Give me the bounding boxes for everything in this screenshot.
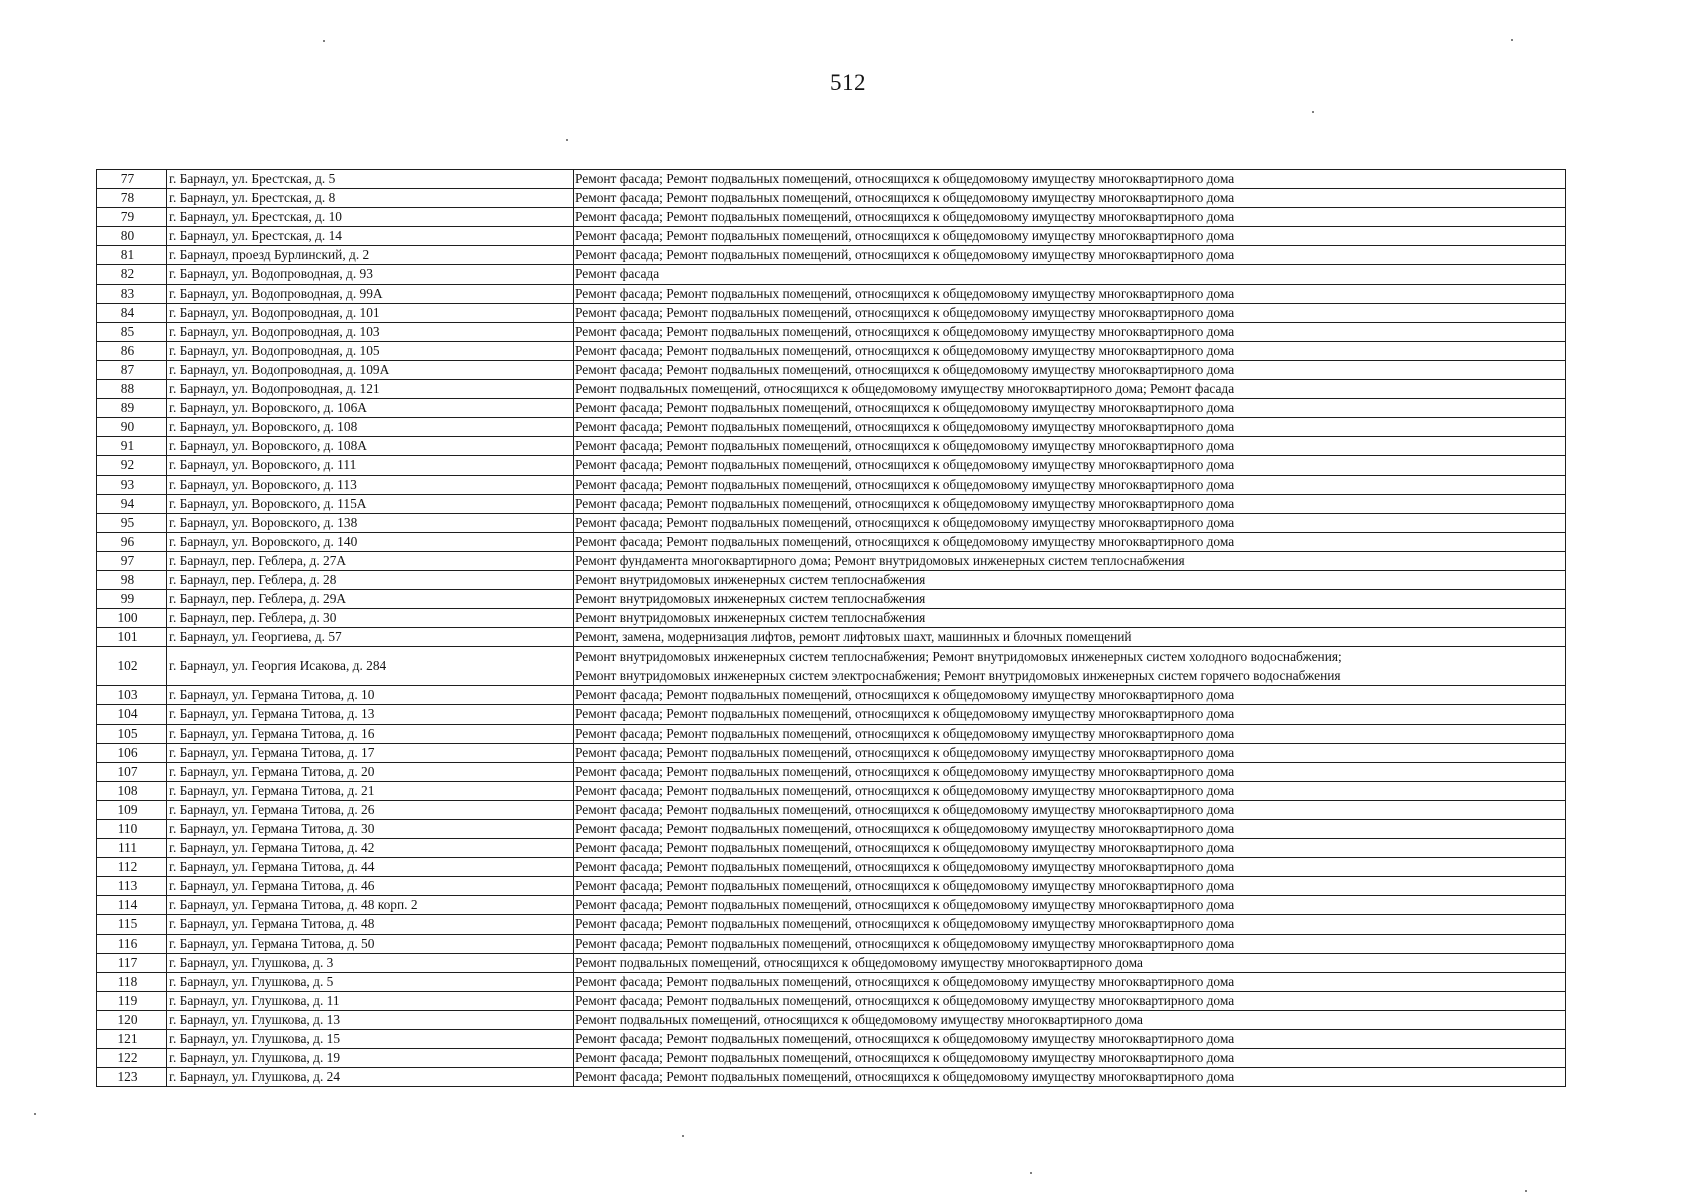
works-cell xyxy=(574,877,1566,896)
table-row xyxy=(97,705,1566,724)
works-line: Ремонт фасада; Ремонт подвальных помещений, относящихся к общедомовому имуществу многоквартирного дома xyxy=(575,992,1235,1008)
table-row xyxy=(97,743,1566,762)
address-cell: г. Барнаул, ул. Воровского, д. 111 xyxy=(167,456,574,475)
address-cell: г. Барнаул, пер. Геблера, д. 28 xyxy=(167,570,574,589)
row-number-cell: 122 xyxy=(97,1049,167,1068)
works-cell xyxy=(574,246,1566,265)
table-row xyxy=(97,1030,1566,1049)
row-number-cell: 118 xyxy=(97,972,167,991)
table-row xyxy=(97,360,1566,379)
row-number-cell: 116 xyxy=(97,934,167,953)
address-cell: г. Барнаул, ул. Воровского, д. 138 xyxy=(167,513,574,532)
works-cell xyxy=(574,628,1566,647)
table-row xyxy=(97,170,1566,189)
works-line: Ремонт фасада; Ремонт подвальных помещений, относящихся к общедомовому имуществу многоквартирного дома xyxy=(575,782,1235,798)
table-row xyxy=(97,341,1566,360)
works-line: Ремонт фасада; Ремонт подвальных помещений, относящихся к общедомовому имуществу многоквартирного дома xyxy=(575,171,1235,187)
works-cell xyxy=(574,609,1566,628)
works-cell xyxy=(574,953,1566,972)
row-number-cell: 114 xyxy=(97,896,167,915)
works-line: Ремонт внутридомовых инженерных систем теплоснабжения xyxy=(575,591,926,607)
table-row xyxy=(97,972,1566,991)
works-line: Ремонт внутридомовых инженерных систем теплоснабжения xyxy=(575,610,926,626)
address-cell: г. Барнаул, ул. Брестская, д. 8 xyxy=(167,189,574,208)
works-cell xyxy=(574,399,1566,418)
works-cell xyxy=(574,915,1566,934)
row-number-cell: 83 xyxy=(97,284,167,303)
works-line: Ремонт фундамента многоквартирного дома; Ремонт внутридомовых инженерных систем теплоснабжения xyxy=(575,552,1185,568)
address-cell: г. Барнаул, ул. Воровского, д. 115А xyxy=(167,494,574,513)
table-row xyxy=(97,1068,1566,1087)
table-row xyxy=(97,647,1566,686)
address-cell: г. Барнаул, ул. Водопроводная, д. 99А xyxy=(167,284,574,303)
address-cell: г. Барнаул, ул. Воровского, д. 106А xyxy=(167,399,574,418)
works-cell xyxy=(574,551,1566,570)
address-cell: г. Барнаул, ул. Глушкова, д. 3 xyxy=(167,953,574,972)
row-number-cell: 78 xyxy=(97,189,167,208)
address-cell: г. Барнаул, ул. Георгия Исакова, д. 284 xyxy=(167,647,574,686)
works-cell xyxy=(574,1068,1566,1087)
row-number-cell: 100 xyxy=(97,609,167,628)
works-cell xyxy=(574,858,1566,877)
table-row xyxy=(97,437,1566,456)
address-cell: г. Барнаул, ул. Германа Титова, д. 46 xyxy=(167,877,574,896)
address-cell: г. Барнаул, ул. Водопроводная, д. 109А xyxy=(167,360,574,379)
table-row xyxy=(97,513,1566,532)
address-cell: г. Барнаул, ул. Германа Титова, д. 26 xyxy=(167,800,574,819)
address-cell: г. Барнаул, ул. Георгиева, д. 57 xyxy=(167,628,574,647)
works-cell xyxy=(574,686,1566,705)
table-row xyxy=(97,781,1566,800)
works-cell xyxy=(574,380,1566,399)
table-row xyxy=(97,628,1566,647)
scan-speck xyxy=(323,40,325,42)
works-cell xyxy=(574,208,1566,227)
works-line: Ремонт фасада; Ремонт подвальных помещений, относящихся к общедомовому имуществу многоквартирного дома xyxy=(575,495,1235,511)
address-cell: г. Барнаул, ул. Водопроводная, д. 101 xyxy=(167,303,574,322)
address-cell: г. Барнаул, ул. Воровского, д. 108 xyxy=(167,418,574,437)
works-cell xyxy=(574,934,1566,953)
row-number-cell: 120 xyxy=(97,1010,167,1029)
address-cell: г. Барнаул, ул. Германа Титова, д. 21 xyxy=(167,781,574,800)
works-line: Ремонт фасада; Ремонт подвальных помещений, относящихся к общедомовому имуществу многоквартирного дома xyxy=(575,247,1235,263)
row-number-cell: 98 xyxy=(97,570,167,589)
scan-speck xyxy=(682,1135,684,1137)
row-number-cell: 115 xyxy=(97,915,167,934)
table-row xyxy=(97,265,1566,284)
works-line: Ремонт фасада; Ремонт подвальных помещений, относящихся к общедомовому имуществу многоквартирного дома xyxy=(575,725,1235,741)
works-cell xyxy=(574,265,1566,284)
table-row xyxy=(97,896,1566,915)
works-line: Ремонт фасада; Ремонт подвальных помещений, относящихся к общедомовому имуществу многоквартирного дома xyxy=(575,916,1235,932)
row-number-cell: 99 xyxy=(97,590,167,609)
address-cell: г. Барнаул, ул. Германа Титова, д. 17 xyxy=(167,743,574,762)
address-cell: г. Барнаул, пер. Геблера, д. 29А xyxy=(167,590,574,609)
scan-speck xyxy=(1525,1190,1527,1192)
row-number-cell: 92 xyxy=(97,456,167,475)
row-number-cell: 106 xyxy=(97,743,167,762)
row-number-cell: 111 xyxy=(97,839,167,858)
works-line: Ремонт подвальных помещений, относящихся к общедомовому имуществу многоквартирного дома; Ремонт фасада xyxy=(575,381,1235,397)
row-number-cell: 101 xyxy=(97,628,167,647)
page-number: 512 xyxy=(830,70,866,95)
table-row xyxy=(97,839,1566,858)
works-cell xyxy=(574,513,1566,532)
address-cell: г. Барнаул, ул. Глушкова, д. 15 xyxy=(167,1030,574,1049)
works-line: Ремонт фасада; Ремонт подвальных помещений, относящихся к общедомовому имуществу многоквартирного дома xyxy=(575,878,1235,894)
works-line: Ремонт подвальных помещений, относящихся к общедомовому имуществу многоквартирного дома xyxy=(575,1011,1143,1027)
works-line: Ремонт фасада; Ремонт подвальных помещений, относящихся к общедомовому имуществу многоквартирного дома xyxy=(575,419,1235,435)
works-line: Ремонт фасада; Ремонт подвальных помещений, относящихся к общедомовому имуществу многоквартирного дома xyxy=(575,228,1235,244)
row-number-cell: 88 xyxy=(97,380,167,399)
works-line: Ремонт фасада; Ремонт подвальных помещений, относящихся к общедомовому имуществу многоквартирного дома xyxy=(575,476,1235,492)
works-cell xyxy=(574,360,1566,379)
works-line: Ремонт внутридомовых инженерных систем электроснабжения; Ремонт внутридомовых инженерных систем горячего водоснабжения xyxy=(575,668,1341,684)
table-row xyxy=(97,227,1566,246)
table-row xyxy=(97,284,1566,303)
row-number-cell: 82 xyxy=(97,265,167,284)
works-cell xyxy=(574,647,1566,686)
works-line: Ремонт фасада; Ремонт подвальных помещений, относящихся к общедомовому имуществу многоквартирного дома xyxy=(575,1050,1235,1066)
works-cell xyxy=(574,189,1566,208)
works-cell xyxy=(574,322,1566,341)
works-line: Ремонт фасада; Ремонт подвальных помещений, относящихся к общедомовому имуществу многоквартирного дома xyxy=(575,859,1235,875)
address-cell: г. Барнаул, ул. Германа Титова, д. 10 xyxy=(167,686,574,705)
repair-registry-table xyxy=(96,169,1566,1087)
row-number-cell: 85 xyxy=(97,322,167,341)
table-row xyxy=(97,399,1566,418)
row-number-cell: 91 xyxy=(97,437,167,456)
row-number-cell: 93 xyxy=(97,475,167,494)
address-cell: г. Барнаул, ул. Германа Титова, д. 48 корп. 2 xyxy=(167,896,574,915)
address-cell: г. Барнаул, ул. Водопроводная, д. 103 xyxy=(167,322,574,341)
row-number-cell: 103 xyxy=(97,686,167,705)
row-number-cell: 87 xyxy=(97,360,167,379)
table-row xyxy=(97,724,1566,743)
works-line: Ремонт фасада; Ремонт подвальных помещений, относящихся к общедомовому имуществу многоквартирного дома xyxy=(575,361,1235,377)
address-cell: г. Барнаул, ул. Брестская, д. 10 xyxy=(167,208,574,227)
works-cell xyxy=(574,303,1566,322)
works-cell xyxy=(574,284,1566,303)
address-cell: г. Барнаул, ул. Глушкова, д. 13 xyxy=(167,1010,574,1029)
row-number-cell: 119 xyxy=(97,991,167,1010)
row-number-cell: 109 xyxy=(97,800,167,819)
address-cell: г. Барнаул, ул. Брестская, д. 14 xyxy=(167,227,574,246)
table-row xyxy=(97,953,1566,972)
works-line: Ремонт фасада; Ремонт подвальных помещений, относящихся к общедомовому имуществу многоквартирного дома xyxy=(575,1069,1235,1085)
table-row xyxy=(97,820,1566,839)
table-row xyxy=(97,456,1566,475)
address-cell: г. Барнаул, ул. Германа Титова, д. 50 xyxy=(167,934,574,953)
row-number-cell: 105 xyxy=(97,724,167,743)
address-cell: г. Барнаул, ул. Воровского, д. 140 xyxy=(167,532,574,551)
works-cell xyxy=(574,590,1566,609)
scan-speck xyxy=(1511,39,1513,41)
table-row xyxy=(97,991,1566,1010)
scan-speck xyxy=(1312,111,1314,113)
works-line: Ремонт внутридомовых инженерных систем теплоснабжения; Ремонт внутридомовых инженерных систем холодного водоснабжения; xyxy=(575,649,1342,665)
works-cell xyxy=(574,724,1566,743)
table-row xyxy=(97,609,1566,628)
works-cell xyxy=(574,705,1566,724)
address-cell: г. Барнаул, ул. Воровского, д. 113 xyxy=(167,475,574,494)
works-cell xyxy=(574,437,1566,456)
address-cell: г. Барнаул, ул. Глушкова, д. 11 xyxy=(167,991,574,1010)
table-row xyxy=(97,532,1566,551)
works-cell xyxy=(574,494,1566,513)
address-cell: г. Барнаул, ул. Германа Титова, д. 13 xyxy=(167,705,574,724)
works-cell xyxy=(574,1010,1566,1029)
row-number-cell: 94 xyxy=(97,494,167,513)
row-number-cell: 112 xyxy=(97,858,167,877)
address-cell: г. Барнаул, пер. Геблера, д. 30 xyxy=(167,609,574,628)
works-cell xyxy=(574,820,1566,839)
works-line: Ремонт фасада; Ремонт подвальных помещений, относящихся к общедомовому имуществу многоквартирного дома xyxy=(575,457,1235,473)
works-line: Ремонт, замена, модернизация лифтов, ремонт лифтовых шахт, машинных и блочных помещений xyxy=(575,629,1132,645)
works-line: Ремонт фасада; Ремонт подвальных помещений, относящихся к общедомовому имуществу многоквартирного дома xyxy=(575,840,1235,856)
table-row xyxy=(97,208,1566,227)
table-row xyxy=(97,570,1566,589)
address-cell: г. Барнаул, ул. Германа Титова, д. 16 xyxy=(167,724,574,743)
table-row xyxy=(97,800,1566,819)
table-row xyxy=(97,877,1566,896)
table-row xyxy=(97,189,1566,208)
table-row xyxy=(97,380,1566,399)
row-number-cell: 108 xyxy=(97,781,167,800)
row-number-cell: 77 xyxy=(97,170,167,189)
row-number-cell: 102 xyxy=(97,647,167,686)
works-line: Ремонт фасада; Ремонт подвальных помещений, относящихся к общедомовому имуществу многоквартирного дома xyxy=(575,304,1235,320)
table-row xyxy=(97,246,1566,265)
works-cell xyxy=(574,896,1566,915)
address-cell: г. Барнаул, ул. Воровского, д. 108А xyxy=(167,437,574,456)
row-number-cell: 95 xyxy=(97,513,167,532)
table-row xyxy=(97,762,1566,781)
address-cell: г. Барнаул, ул. Водопроводная, д. 121 xyxy=(167,380,574,399)
table-row xyxy=(97,494,1566,513)
works-line: Ремонт внутридомовых инженерных систем теплоснабжения xyxy=(575,571,926,587)
address-cell: г. Барнаул, ул. Германа Титова, д. 30 xyxy=(167,820,574,839)
works-line: Ремонт фасада; Ремонт подвальных помещений, относящихся к общедомовому имуществу многоквартирного дома xyxy=(575,1031,1235,1047)
table-row xyxy=(97,322,1566,341)
row-number-cell: 90 xyxy=(97,418,167,437)
row-number-cell: 80 xyxy=(97,227,167,246)
address-cell: г. Барнаул, ул. Водопроводная, д. 105 xyxy=(167,341,574,360)
row-number-cell: 113 xyxy=(97,877,167,896)
works-cell xyxy=(574,532,1566,551)
address-cell: г. Барнаул, ул. Германа Титова, д. 20 xyxy=(167,762,574,781)
address-cell: г. Барнаул, ул. Водопроводная, д. 93 xyxy=(167,265,574,284)
row-number-cell: 117 xyxy=(97,953,167,972)
row-number-cell: 79 xyxy=(97,208,167,227)
table-row xyxy=(97,915,1566,934)
works-cell xyxy=(574,1049,1566,1068)
works-line: Ремонт фасада; Ремонт подвальных помещений, относящихся к общедомовому имуществу многоквартирного дома xyxy=(575,285,1235,301)
works-line: Ремонт фасада; Ремонт подвальных помещений, относящихся к общедомовому имуществу многоквартирного дома xyxy=(575,763,1235,779)
works-cell xyxy=(574,456,1566,475)
address-cell: г. Барнаул, ул. Глушкова, д. 5 xyxy=(167,972,574,991)
row-number-cell: 89 xyxy=(97,399,167,418)
works-cell xyxy=(574,1030,1566,1049)
works-line: Ремонт фасада; Ремонт подвальных помещений, относящихся к общедомовому имуществу многоквартирного дома xyxy=(575,323,1235,339)
works-line: Ремонт фасада; Ремонт подвальных помещений, относящихся к общедомовому имуществу многоквартирного дома xyxy=(575,514,1235,530)
scan-speck xyxy=(566,139,568,141)
row-number-cell: 81 xyxy=(97,246,167,265)
address-cell: г. Барнаул, проезд Бурлинский, д. 2 xyxy=(167,246,574,265)
works-cell xyxy=(574,227,1566,246)
works-line: Ремонт фасада; Ремонт подвальных помещений, относящихся к общедомовому имуществу многоквартирного дома xyxy=(575,190,1235,206)
works-line: Ремонт фасада; Ремонт подвальных помещений, относящихся к общедомовому имуществу многоквартирного дома xyxy=(575,706,1235,722)
works-line: Ремонт фасада; Ремонт подвальных помещений, относящихся к общедомовому имуществу многоквартирного дома xyxy=(575,342,1235,358)
works-line: Ремонт фасада; Ремонт подвальных помещений, относящихся к общедомовому имуществу многоквартирного дома xyxy=(575,935,1235,951)
works-cell xyxy=(574,839,1566,858)
works-cell xyxy=(574,800,1566,819)
works-cell xyxy=(574,743,1566,762)
works-cell xyxy=(574,170,1566,189)
works-cell xyxy=(574,570,1566,589)
row-number-cell: 107 xyxy=(97,762,167,781)
table-row xyxy=(97,686,1566,705)
works-line: Ремонт фасада; Ремонт подвальных помещений, относящихся к общедомовому имуществу многоквартирного дома xyxy=(575,687,1235,703)
row-number-cell: 97 xyxy=(97,551,167,570)
table-row xyxy=(97,475,1566,494)
works-line: Ремонт фасада; Ремонт подвальных помещений, относящихся к общедомовому имуществу многоквартирного дома xyxy=(575,897,1235,913)
works-line: Ремонт подвальных помещений, относящихся к общедомовому имуществу многоквартирного дома xyxy=(575,954,1143,970)
works-cell xyxy=(574,418,1566,437)
row-number-cell: 123 xyxy=(97,1068,167,1087)
works-cell xyxy=(574,991,1566,1010)
row-number-cell: 84 xyxy=(97,303,167,322)
works-line: Ремонт фасада; Ремонт подвальных помещений, относящихся к общедомовому имуществу многоквартирного дома xyxy=(575,438,1235,454)
works-cell xyxy=(574,781,1566,800)
address-cell: г. Барнаул, ул. Брестская, д. 5 xyxy=(167,170,574,189)
works-line: Ремонт фасада; Ремонт подвальных помещений, относящихся к общедомовому имуществу многоквартирного дома xyxy=(575,400,1235,416)
address-cell: г. Барнаул, ул. Германа Титова, д. 48 xyxy=(167,915,574,934)
table-row xyxy=(97,551,1566,570)
works-line: Ремонт фасада; Ремонт подвальных помещений, относящихся к общедомовому имуществу многоквартирного дома xyxy=(575,801,1235,817)
works-line: Ремонт фасада; Ремонт подвальных помещений, относящихся к общедомовому имуществу многоквартирного дома xyxy=(575,744,1235,760)
address-cell: г. Барнаул, ул. Германа Титова, д. 42 xyxy=(167,839,574,858)
table-row xyxy=(97,1049,1566,1068)
scan-speck xyxy=(1030,1172,1032,1174)
works-line: Ремонт фасада; Ремонт подвальных помещений, относящихся к общедомовому имуществу многоквартирного дома xyxy=(575,533,1235,549)
table-row xyxy=(97,418,1566,437)
works-line: Ремонт фасада; Ремонт подвальных помещений, относящихся к общедомовому имуществу многоквартирного дома xyxy=(575,209,1235,225)
address-cell: г. Барнаул, ул. Глушкова, д. 19 xyxy=(167,1049,574,1068)
works-line: Ремонт фасада; Ремонт подвальных помещений, относящихся к общедомовому имуществу многоквартирного дома xyxy=(575,821,1235,837)
row-number-cell: 110 xyxy=(97,820,167,839)
address-cell: г. Барнаул, пер. Геблера, д. 27А xyxy=(167,551,574,570)
works-cell xyxy=(574,341,1566,360)
works-cell xyxy=(574,762,1566,781)
address-cell: г. Барнаул, ул. Глушкова, д. 24 xyxy=(167,1068,574,1087)
row-number-cell: 104 xyxy=(97,705,167,724)
works-cell xyxy=(574,972,1566,991)
row-number-cell: 96 xyxy=(97,532,167,551)
works-line: Ремонт фасада xyxy=(575,266,660,282)
works-cell xyxy=(574,475,1566,494)
scan-speck xyxy=(34,1113,36,1115)
address-cell: г. Барнаул, ул. Германа Титова, д. 44 xyxy=(167,858,574,877)
table-row xyxy=(97,934,1566,953)
table-row xyxy=(97,590,1566,609)
table-row xyxy=(97,1010,1566,1029)
table-row xyxy=(97,858,1566,877)
row-number-cell: 86 xyxy=(97,341,167,360)
works-line: Ремонт фасада; Ремонт подвальных помещений, относящихся к общедомовому имуществу многоквартирного дома xyxy=(575,973,1235,989)
table-row xyxy=(97,303,1566,322)
registry-body xyxy=(97,170,1566,1087)
row-number-cell: 121 xyxy=(97,1030,167,1049)
